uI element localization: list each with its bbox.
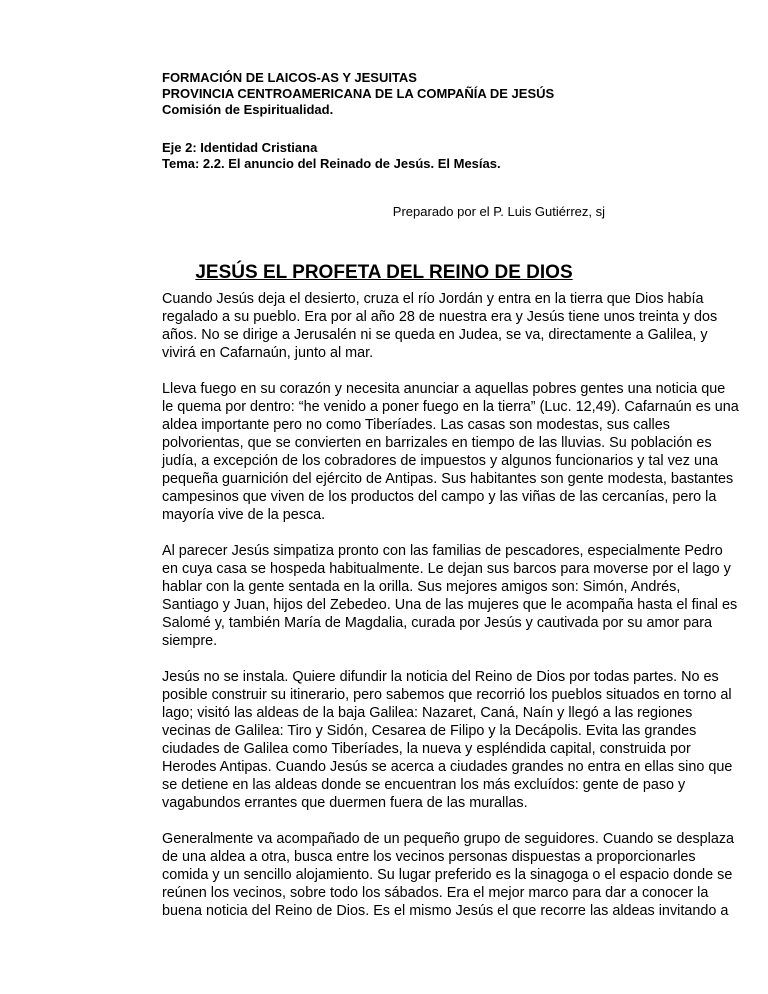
text-line: se detiene en las aldeas donde se encuentran los más excluídos: gente de paso y (162, 777, 686, 793)
text-line: ciudades de Galilea como Tiberíades, la nueva y espléndida capital, construida por (162, 741, 691, 757)
text-line: vagabundos errantes que duermen fuera de las murallas. (162, 795, 528, 811)
text-line: comida y un sencillo alojamiento. Su lugar preferido es la sinagoga o el espacio donde se (162, 867, 733, 883)
header-line: PROVINCIA CENTROAMERICANA DE LA COMPAÑÍA DE JESÚS (162, 86, 555, 101)
text-line: Cuando Jesús deja el desierto, cruza el río Jordán y entra en la tierra que Dios había (162, 291, 704, 307)
paragraph (162, 542, 738, 650)
text-line: buena noticia del Reino de Dios. Es el mismo Jesús el que recorre las aldeas invitando a (162, 903, 729, 919)
paragraph (162, 290, 718, 362)
paragraph (162, 830, 735, 920)
header-line: FORMACIÓN DE LAICOS-AS Y JESUITAS (162, 70, 417, 85)
org-header (162, 70, 554, 118)
text-line: pequeña guarnición del ejército de Antipas. Sus habitantes son gente modesta, bastantes (162, 471, 734, 487)
paragraph (162, 380, 739, 524)
text-line: vecinas de Galilea: Tiro y Sidón, Cesarea de Filipo y la Decápolis. Evita las grandes (162, 723, 697, 739)
text-line: años. No se dirige a Jerusalén ni se queda en Judea, se va, directamente a Galilea, y (162, 327, 708, 343)
text-line: Al parecer Jesús simpatiza pronto con las familias de pescadores, especialmente Pedro (162, 543, 723, 559)
text-line: hablar con la gente sentada en la orilla. Sus mejores amigos son: Simón, Andrés, (162, 579, 681, 595)
document-title: JESÚS EL PROFETA DEL REINO DE DIOS (195, 262, 573, 283)
text-line: le quema por dentro: “he venido a poner fuego en la tierra” (Luc. 12,49). Cafarnaún es una (162, 399, 739, 415)
paragraph (162, 668, 733, 812)
tema-label: Tema: 2.2. El anuncio del Reinado de Jesús. El Mesías. (162, 156, 501, 171)
text-line: campesinos que viven de los productos del campo y las viñas de las cercanías, pero la (162, 489, 717, 505)
text-line: regalado a su pueblo. Era por al año 28 de nuestra era y Jesús tiene unos treinta y dos (162, 309, 718, 325)
eje-label: Eje 2: Identidad Cristiana (162, 140, 318, 155)
text-line: Santiago y Juan, hijos del Zebedeo. Una de las mujeres que le acompaña hasta el final es (162, 597, 738, 613)
header-line: Comisión de Espiritualidad. (162, 102, 334, 117)
text-line: siempre. (162, 633, 218, 649)
text-line: vivirá en Cafarnaún, junto al mar. (162, 345, 374, 361)
text-line: Lleva fuego en su corazón y necesita anunciar a aquellas pobres gentes una noticia que (162, 381, 726, 397)
text-line: de una aldea a otra, busca entre los vecinos personas dispuestas a proporcionarles (162, 849, 696, 865)
text-line: reúnen los vecinos, sobre todo los sábados. Era el mejor marco para dar a conocer la (162, 885, 709, 901)
text-line: polvorientas, que se convierten en barrizales en tiempo de las lluvias. Su población es (162, 435, 712, 451)
text-line: Generalmente va acompañado de un pequeño grupo de seguidores. Cuando se desplaza (162, 831, 735, 847)
text-line: mayoría vive de la pesca. (162, 507, 326, 523)
text-line: judía, a excepción de los cobradores de impuestos y algunos funcionarios y tal vez una (162, 453, 718, 469)
text-line: Salomé y, también María de Magdalia, curada por Jesús y cautivada por su amor para (162, 615, 713, 631)
author-credit: Preparado por el P. Luis Gutiérrez, sj (392, 204, 605, 219)
text-line: en cuya casa se hospeda habitualmente. Le dejan sus barcos para moverse por el lago y (162, 561, 731, 577)
document-body (162, 290, 739, 938)
text-line: Herodes Antipas. Cuando Jesús se acerca a ciudades grandes no entra en ellas sino que (162, 759, 733, 775)
text-line: lago; visitó las aldeas de la baja Galilea: Nazaret, Caná, Naín y llegó a las regiones (162, 705, 693, 721)
topic-block (162, 140, 501, 172)
text-line: aldea importante pero no como Tiberíades. Las casas son modestas, sus calles (162, 417, 670, 433)
text-line: Jesús no se instala. Quiere difundir la noticia del Reino de Dios por todas partes. No es (162, 669, 719, 685)
text-line: posible construir su itinerario, pero sabemos que recorrió los pueblos situados en torno al (162, 687, 732, 703)
